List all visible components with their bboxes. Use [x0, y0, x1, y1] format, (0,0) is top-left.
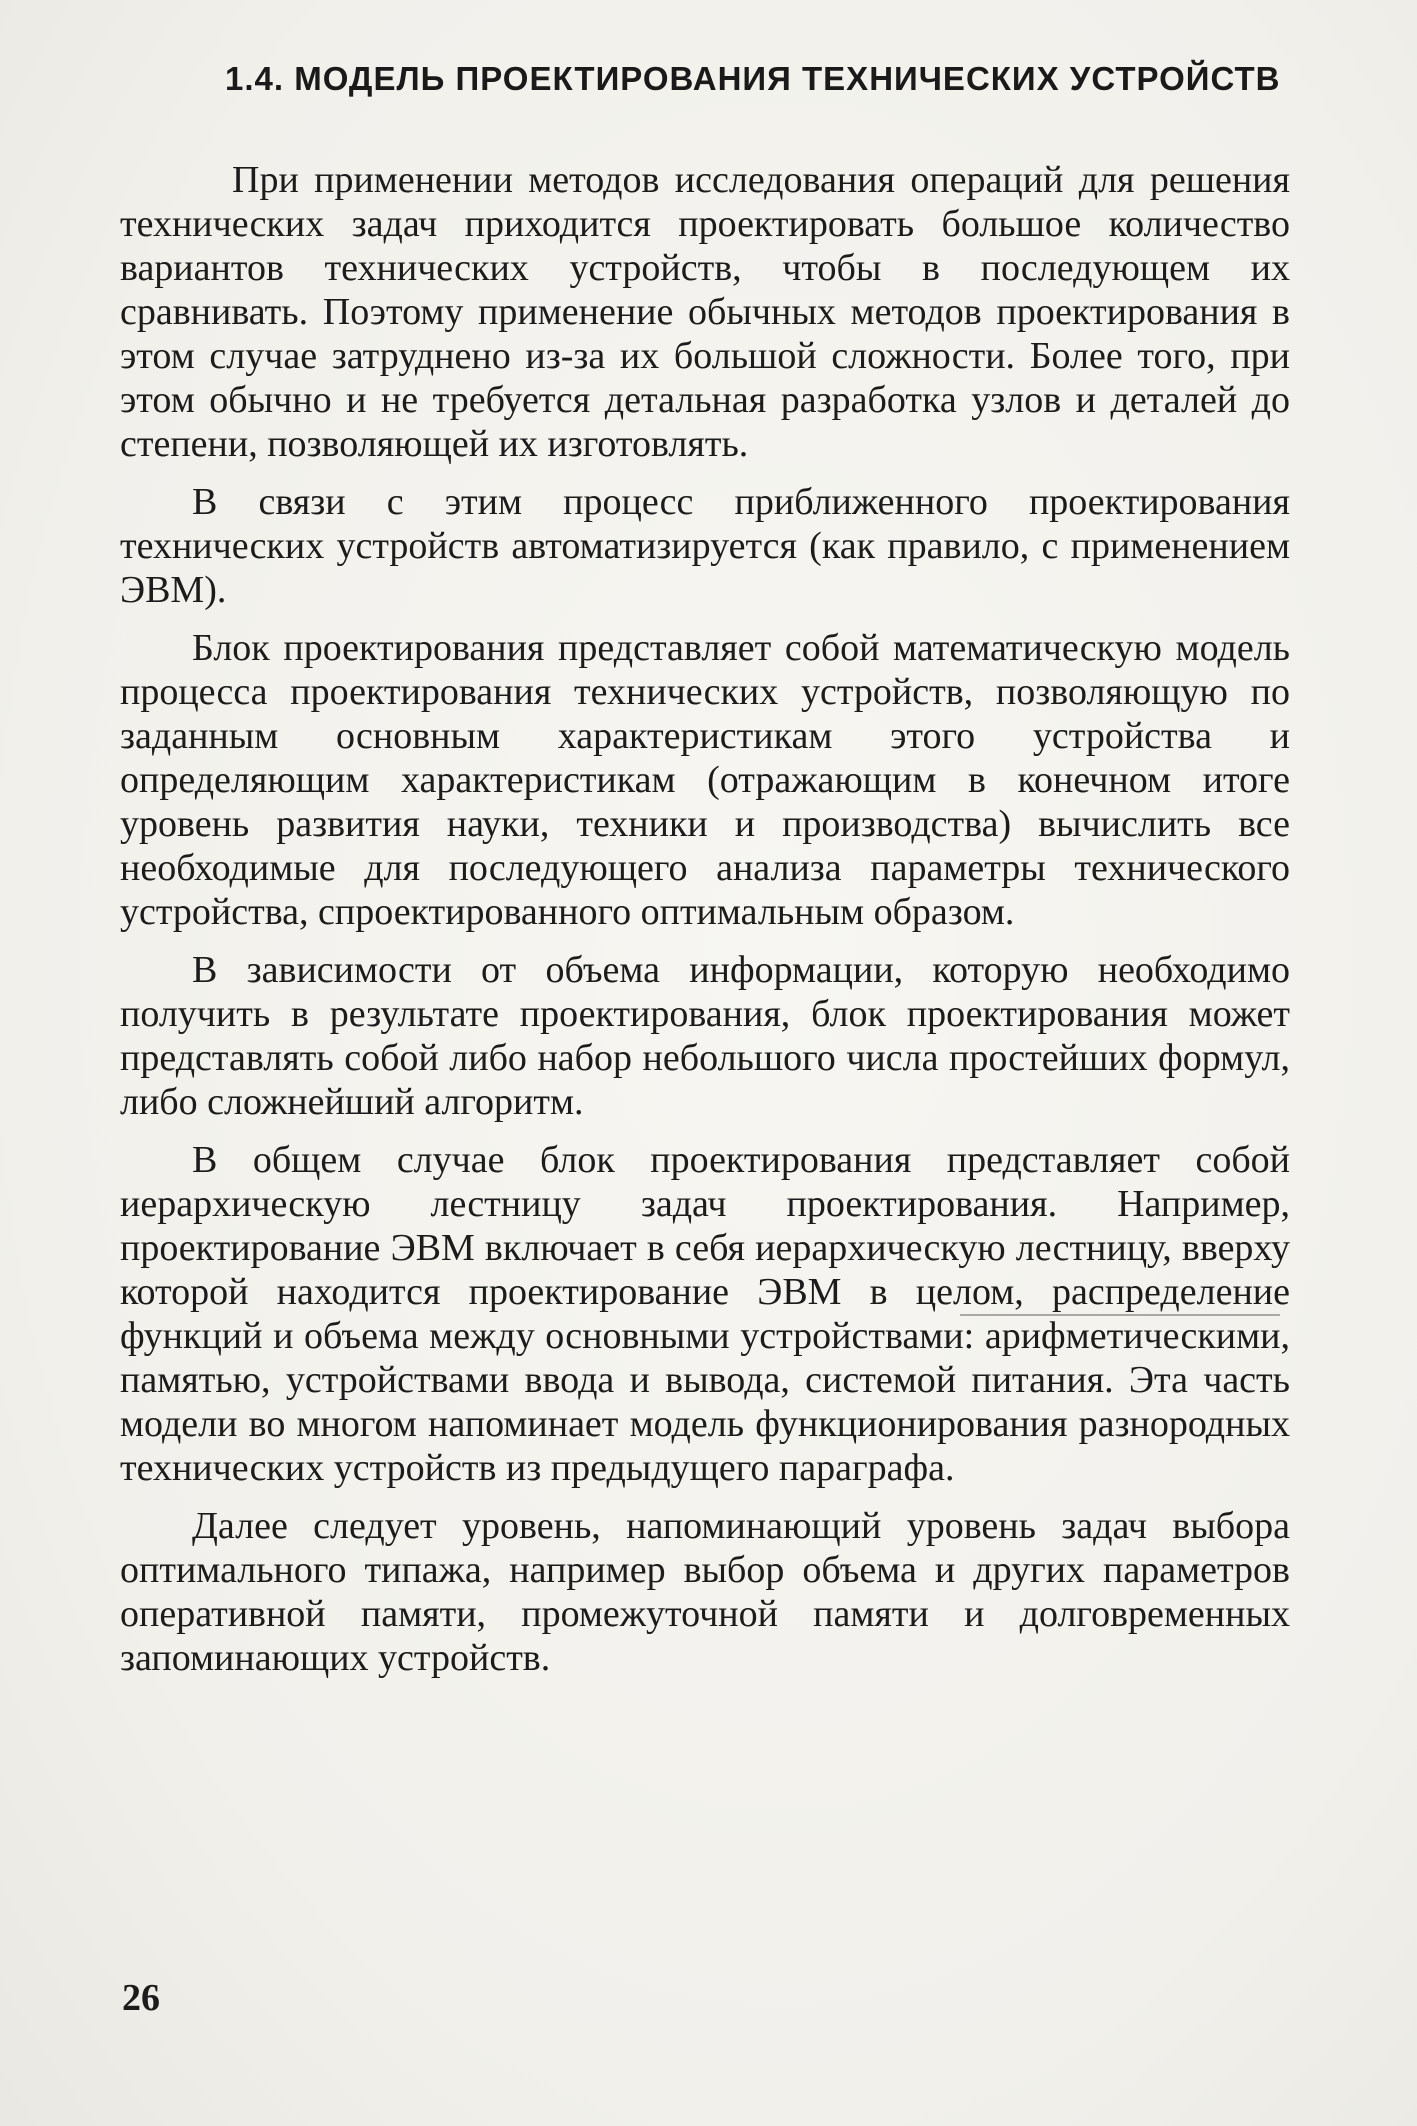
- body-text: [120, 158, 1290, 1694]
- paragraph-5: В общем случае блок проектирования представляет собой иерархическую лестницу задач проектирования. Например, проектирование ЭВМ включает в себя иерархическую лестницу, вверху которой находится проектирование ЭВМ в целом, распределение функций и объема между основными устройствами: арифметическими, памятью, устройствами ввода и вывода, системой питания. Эта часть модели во многом напоминает модель функционирования разнородных технических устройств из предыдущего параграфа.: [120, 1139, 1290, 1489]
- paragraph-1: При применении методов исследования операций для решения технических задач приходится проектировать большое количество вариантов технических устройств, чтобы в последующем их сравнивать. Поэтому применение обычных методов проектирования в этом случае затруднено из-за их большой сложности. Более того, при этом обычно и не требуется детальная разработка узлов и деталей до степени, позволяющей их изготовлять.: [120, 159, 1290, 465]
- paragraph-2: В связи с этим процесс приближенного проектирования технических устройств автоматизируется (как правило, с применением ЭВМ).: [120, 481, 1290, 611]
- paragraph-3: Блок проектирования представляет собой математическую модель процесса проектирования технических устройств, позволяющую по заданным основным характеристикам этого устройства и определяющим характеристикам (отражающим в конечном итоге уровень развития науки, техники и производства) вычислить все необходимые для последующего анализа параметры технического устройства, спроектированного оптимальным образом.: [120, 627, 1290, 933]
- underline-rule: [960, 1314, 1280, 1316]
- paragraph-6: Далее следует уровень, напоминающий уровень задач выбора оптимального типажа, например выбор объема и других параметров оперативной памяти, промежуточной памяти и долговременных запоминающих устройств.: [120, 1505, 1290, 1679]
- running-head: 1.4. МОДЕЛЬ ПРОЕКТИРОВАНИЯ ТЕХНИЧЕСКИХ УСТРОЙСТВ: [225, 60, 1281, 97]
- paragraph-4: В зависимости от объема информации, которую необходимо получить в результате проектирования, блок проектирования может представлять собой либо набор небольшого числа простейших формул, либо сложнейший алгоритм.: [120, 949, 1290, 1123]
- page-number: 26: [122, 1977, 160, 2019]
